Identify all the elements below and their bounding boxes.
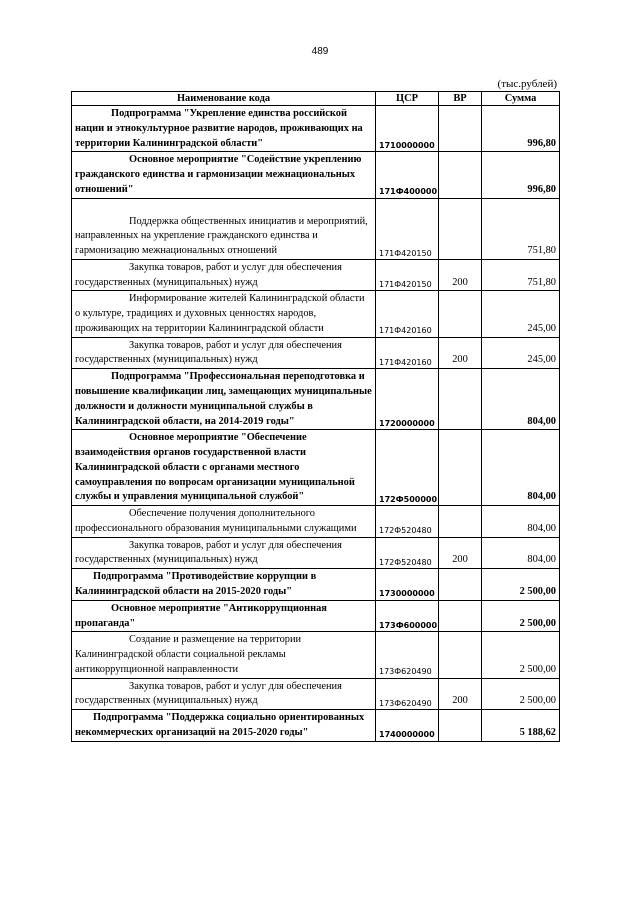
row-vr (439, 291, 482, 337)
row-csr: 1710000000 (376, 106, 439, 152)
row-csr: 1720000000 (376, 369, 439, 430)
row-sum: 245,00 (482, 337, 560, 369)
row-sum: 804,00 (482, 369, 560, 430)
row-name: Создание и размещение на территории Калининградской области социальной рекламы антикоррупционной направленности (72, 632, 376, 678)
row-name: Подпрограмма "Противодействие коррупции в Калининградской области на 2015-2020 годы" (72, 569, 376, 601)
row-name: Основное мероприятие "Обеспечение взаимодействия органов государственной власти Калининградской области с органами местного самоуправления по вопросам организации муниципальной службы и управления муниципальной службой" (72, 430, 376, 506)
row-vr (439, 506, 482, 538)
row-vr (439, 569, 482, 601)
table-row (72, 632, 560, 678)
row-csr: 171Ф420160 (376, 291, 439, 337)
row-vr: 200 (439, 337, 482, 369)
row-vr (439, 430, 482, 506)
row-vr: 200 (439, 537, 482, 569)
row-sum: 2 500,00 (482, 632, 560, 678)
row-name: Поддержка общественных инициатив и мероприятий, направленных на укрепление гражданского единства и гармонизацию межнациональных отношений (72, 198, 376, 259)
row-csr: 172Ф520480 (376, 537, 439, 569)
row-vr: 200 (439, 678, 482, 710)
row-csr: 1730000000 (376, 569, 439, 601)
row-sum: 245,00 (482, 291, 560, 337)
table-row (72, 600, 560, 632)
table-row (72, 198, 560, 259)
table-row (72, 506, 560, 538)
units-label: (тыс.рублей) (497, 78, 557, 90)
row-sum: 751,80 (482, 259, 560, 291)
row-sum: 804,00 (482, 430, 560, 506)
row-vr (439, 106, 482, 152)
row-csr: 171Ф400000 (376, 152, 439, 198)
row-name: Закупка товаров, работ и услуг для обеспечения государственных (муниципальных) нужд (72, 337, 376, 369)
table-row (72, 710, 560, 742)
row-csr: 171Ф420150 (376, 259, 439, 291)
row-vr: 200 (439, 259, 482, 291)
row-name: Закупка товаров, работ и услуг для обеспечения государственных (муниципальных) нужд (72, 259, 376, 291)
header-csr: ЦСР (376, 92, 439, 106)
row-name: Подпрограмма "Профессиональная переподготовка и повышение квалификации лиц, замещающих муниципальные должности и должности муниципальной службы в Калининградской области, на 2014-2019 годы" (72, 369, 376, 430)
row-sum: 804,00 (482, 506, 560, 538)
header-name: Наименование кода (72, 92, 376, 106)
table-row (72, 678, 560, 710)
row-vr (439, 600, 482, 632)
row-vr (439, 710, 482, 742)
row-sum: 996,80 (482, 152, 560, 198)
row-name: Обеспечение получения дополнительного профессионального образования муниципальными служащими (72, 506, 376, 538)
row-name: Подпрограмма "Поддержка социально ориентированных некоммерческих организаций на 2015-2020 годы" (72, 710, 376, 742)
row-sum: 804,00 (482, 537, 560, 569)
row-sum: 2 500,00 (482, 600, 560, 632)
table-row (72, 337, 560, 369)
table-row (72, 430, 560, 506)
row-name: Закупка товаров, работ и услуг для обеспечения государственных (муниципальных) нужд (72, 537, 376, 569)
row-csr: 1740000000 (376, 710, 439, 742)
row-sum: 5 188,62 (482, 710, 560, 742)
row-csr: 172Ф520480 (376, 506, 439, 538)
table-row (72, 369, 560, 430)
page-number: 489 (311, 46, 329, 57)
table-row (72, 291, 560, 337)
row-csr: 173Ф600000 (376, 600, 439, 632)
row-vr (439, 152, 482, 198)
row-vr (439, 198, 482, 259)
budget-table (71, 91, 560, 742)
row-name: Основное мероприятие "Содействие укреплению гражданского единства и гармонизации межнациональных отношений" (72, 152, 376, 198)
row-name: Основное мероприятие "Антикоррупционная пропаганда" (72, 600, 376, 632)
row-csr: 171Ф420160 (376, 337, 439, 369)
row-sum: 996,80 (482, 106, 560, 152)
row-vr (439, 369, 482, 430)
table-row (72, 569, 560, 601)
row-csr: 173Ф620490 (376, 678, 439, 710)
row-name: Подпрограмма "Укрепление единства российской нации и этнокультурное развитие народов, проживающих на территории Калининградской области" (72, 106, 376, 152)
table-header-row (72, 92, 560, 106)
header-vr: ВР (439, 92, 482, 106)
row-sum: 2 500,00 (482, 569, 560, 601)
table-row (72, 106, 560, 152)
table-row (72, 259, 560, 291)
row-name: Закупка товаров, работ и услуг для обеспечения государственных (муниципальных) нужд (72, 678, 376, 710)
row-csr: 173Ф620490 (376, 632, 439, 678)
table-row (72, 537, 560, 569)
row-sum: 2 500,00 (482, 678, 560, 710)
row-csr: 171Ф420150 (376, 198, 439, 259)
row-csr: 172Ф500000 (376, 430, 439, 506)
header-sum: Сумма (482, 92, 560, 106)
row-vr (439, 632, 482, 678)
table-row (72, 152, 560, 198)
row-name: Информирование жителей Калининградской области о культуре, традициях и духовных ценностях народов, проживающих на территории Калининградской области (72, 291, 376, 337)
row-sum: 751,80 (482, 198, 560, 259)
